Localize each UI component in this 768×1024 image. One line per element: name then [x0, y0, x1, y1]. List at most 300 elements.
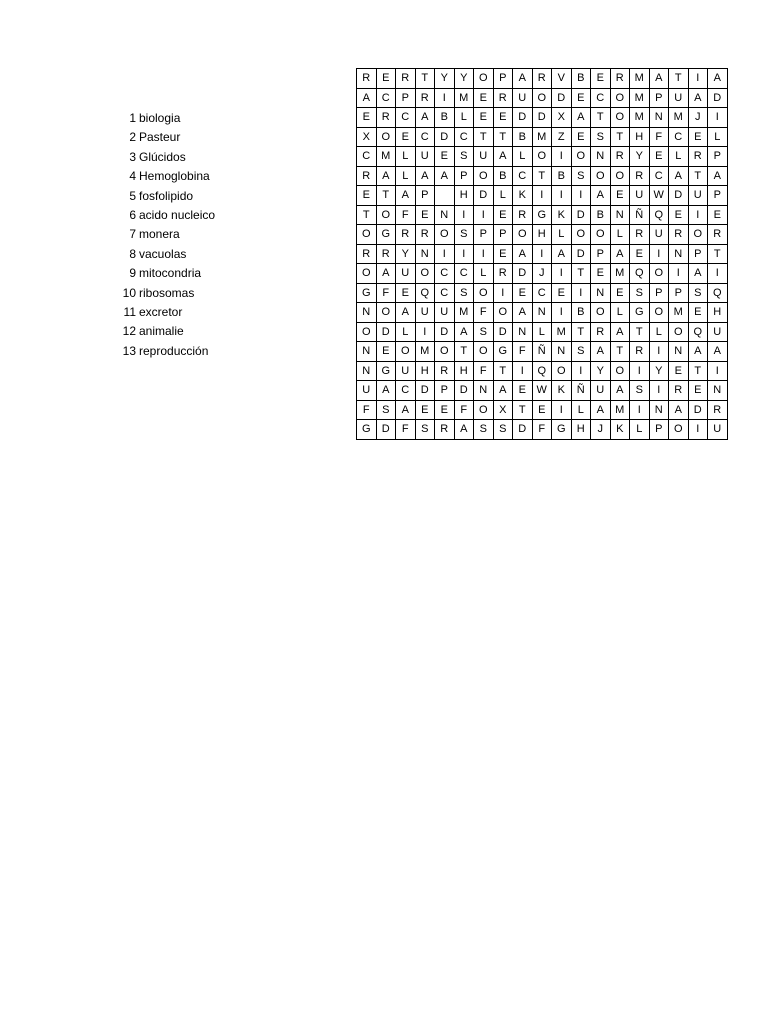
grid-row	[357, 225, 728, 245]
grid-cell: R	[630, 166, 650, 186]
grid-cell: U	[688, 186, 708, 206]
grid-cell: J	[688, 108, 708, 128]
word-text: monera	[139, 227, 180, 242]
grid-cell: C	[396, 381, 416, 401]
grid-cell: E	[630, 244, 650, 264]
grid-cell: P	[649, 283, 669, 303]
grid-cell: W	[649, 186, 669, 206]
grid-cell: L	[513, 147, 533, 167]
grid-cell: A	[610, 381, 630, 401]
grid-cell: N	[357, 303, 377, 323]
grid-cell: I	[708, 264, 728, 284]
grid-cell: U	[591, 381, 611, 401]
grid-cell: H	[532, 225, 552, 245]
grid-cell: D	[474, 186, 494, 206]
grid-cell: I	[649, 244, 669, 264]
grid-cell: N	[474, 381, 494, 401]
grid-cell: C	[669, 127, 689, 147]
grid-cell: A	[415, 108, 435, 128]
grid-cell: E	[688, 381, 708, 401]
grid-cell: L	[610, 303, 630, 323]
grid-cell: C	[649, 166, 669, 186]
grid-cell: T	[571, 264, 591, 284]
grid-cell: T	[708, 244, 728, 264]
grid-cell: O	[474, 166, 494, 186]
grid-cell: H	[708, 303, 728, 323]
grid-cell: T	[357, 205, 377, 225]
grid-cell: T	[688, 361, 708, 381]
grid-cell: R	[376, 244, 396, 264]
grid-cell: I	[493, 283, 513, 303]
grid-cell: P	[688, 244, 708, 264]
grid-cell: N	[669, 342, 689, 362]
word-list-item	[110, 342, 260, 361]
grid-cell: E	[610, 283, 630, 303]
grid-cell: D	[669, 186, 689, 206]
grid-cell: T	[630, 322, 650, 342]
grid-cell: E	[669, 205, 689, 225]
grid-cell: I	[688, 69, 708, 89]
word-number: 12	[122, 324, 136, 339]
grid-cell: P	[493, 69, 513, 89]
grid-cell: L	[630, 420, 650, 440]
grid-cell: O	[357, 322, 377, 342]
grid-cell: E	[396, 283, 416, 303]
grid-cell: R	[396, 69, 416, 89]
grid-cell: A	[591, 400, 611, 420]
grid-row	[357, 244, 728, 264]
grid-cell: P	[415, 186, 435, 206]
grid-cell: Y	[454, 69, 474, 89]
grid-cell: E	[357, 186, 377, 206]
grid-cell: A	[513, 244, 533, 264]
grid-cell: G	[532, 205, 552, 225]
grid-row	[357, 361, 728, 381]
grid-cell: I	[415, 322, 435, 342]
grid-cell: C	[415, 127, 435, 147]
word-list-item	[110, 187, 260, 206]
grid-cell: R	[610, 147, 630, 167]
grid-cell: E	[435, 147, 455, 167]
grid-cell: S	[454, 283, 474, 303]
grid-cell: M	[669, 108, 689, 128]
grid-cell: S	[630, 381, 650, 401]
grid-cell: P	[669, 283, 689, 303]
grid-row	[357, 264, 728, 284]
grid-cell: A	[688, 264, 708, 284]
grid-cell: L	[552, 225, 572, 245]
grid-cell: O	[649, 264, 669, 284]
grid-cell: A	[435, 166, 455, 186]
grid-cell: A	[571, 108, 591, 128]
grid-row	[357, 147, 728, 167]
grid-cell: E	[688, 127, 708, 147]
grid-cell: E	[376, 342, 396, 362]
grid-cell: T	[474, 127, 494, 147]
grid-row	[357, 400, 728, 420]
grid-cell: K	[610, 420, 630, 440]
grid-cell: G	[376, 361, 396, 381]
grid-cell: D	[513, 108, 533, 128]
grid-cell: O	[610, 166, 630, 186]
word-list-item	[110, 206, 260, 225]
grid-cell: Ñ	[630, 205, 650, 225]
grid-row	[357, 127, 728, 147]
grid-cell: C	[513, 166, 533, 186]
grid-cell: G	[357, 420, 377, 440]
grid-cell: A	[669, 166, 689, 186]
grid-cell: B	[571, 303, 591, 323]
grid-cell: U	[415, 303, 435, 323]
grid-cell: O	[376, 303, 396, 323]
grid-cell: Q	[532, 361, 552, 381]
grid-cell: D	[532, 108, 552, 128]
grid-cell: O	[649, 303, 669, 323]
grid-cell: A	[357, 88, 377, 108]
grid-cell: O	[591, 225, 611, 245]
grid-cell: U	[435, 303, 455, 323]
grid-cell: E	[396, 127, 416, 147]
grid-cell: N	[610, 205, 630, 225]
word-text: Glúcidos	[139, 149, 186, 164]
grid-cell: I	[552, 303, 572, 323]
grid-cell: Q	[649, 205, 669, 225]
grid-cell: I	[454, 244, 474, 264]
grid-cell: B	[435, 108, 455, 128]
grid-cell: H	[630, 127, 650, 147]
grid-cell: S	[571, 342, 591, 362]
grid-cell: L	[669, 147, 689, 167]
grid-cell: H	[454, 186, 474, 206]
grid-cell: I	[532, 186, 552, 206]
grid-cell: O	[610, 361, 630, 381]
grid-cell: M	[454, 88, 474, 108]
grid-cell: U	[630, 186, 650, 206]
word-list-item	[110, 303, 260, 322]
grid-cell: O	[376, 127, 396, 147]
word-text: Pasteur	[139, 130, 181, 145]
grid-cell: I	[708, 361, 728, 381]
grid-cell: A	[688, 88, 708, 108]
grid-cell: E	[376, 69, 396, 89]
grid-cell: R	[591, 322, 611, 342]
grid-row	[357, 381, 728, 401]
grid-cell: R	[630, 342, 650, 362]
grid-cell: R	[493, 88, 513, 108]
grid-cell: Q	[708, 283, 728, 303]
grid-cell: X	[552, 108, 572, 128]
grid-cell: F	[532, 420, 552, 440]
grid-cell: S	[688, 283, 708, 303]
grid-cell: R	[532, 69, 552, 89]
grid-cell: I	[552, 400, 572, 420]
grid-cell: D	[493, 322, 513, 342]
grid-cell: M	[376, 147, 396, 167]
grid-cell: R	[435, 420, 455, 440]
word-number: 3	[129, 149, 136, 164]
word-text: animalie	[139, 324, 184, 339]
grid-cell: G	[630, 303, 650, 323]
grid-cell: I	[454, 205, 474, 225]
grid-cell: D	[376, 420, 396, 440]
grid-cell: U	[708, 420, 728, 440]
grid-cell: M	[610, 400, 630, 420]
grid-cell: S	[454, 147, 474, 167]
grid-cell: A	[493, 381, 513, 401]
grid-row	[357, 166, 728, 186]
grid-cell: H	[571, 420, 591, 440]
grid-cell: S	[571, 166, 591, 186]
grid-cell: R	[610, 69, 630, 89]
grid-cell: O	[357, 264, 377, 284]
grid-cell: O	[474, 342, 494, 362]
grid-cell: I	[513, 361, 533, 381]
grid-cell: B	[513, 127, 533, 147]
grid-cell: H	[454, 361, 474, 381]
grid-cell: N	[649, 400, 669, 420]
grid-cell: P	[454, 166, 474, 186]
grid-cell: N	[435, 205, 455, 225]
grid-cell: R	[669, 381, 689, 401]
word-number: 8	[129, 246, 136, 261]
grid-cell: T	[376, 186, 396, 206]
grid-cell: D	[435, 322, 455, 342]
word-text: ribosomas	[139, 285, 195, 300]
word-list-item	[110, 264, 260, 283]
grid-cell: M	[669, 303, 689, 323]
grid-cell: N	[357, 361, 377, 381]
grid-cell: S	[493, 420, 513, 440]
grid-cell: N	[591, 147, 611, 167]
grid-cell: I	[630, 400, 650, 420]
grid-cell: Q	[688, 322, 708, 342]
grid-cell: R	[357, 166, 377, 186]
grid-cell: A	[610, 322, 630, 342]
grid-row	[357, 205, 728, 225]
grid-cell: U	[513, 88, 533, 108]
grid-cell: Y	[396, 244, 416, 264]
grid-cell: P	[435, 381, 455, 401]
grid-cell: L	[396, 147, 416, 167]
grid-cell: T	[669, 69, 689, 89]
word-list	[110, 109, 260, 361]
grid-cell: C	[376, 88, 396, 108]
grid-cell: C	[396, 108, 416, 128]
grid-cell: E	[708, 205, 728, 225]
word-number: 4	[129, 169, 136, 184]
grid-cell: E	[669, 361, 689, 381]
grid-cell: A	[591, 186, 611, 206]
grid-cell: R	[669, 225, 689, 245]
grid-cell: J	[591, 420, 611, 440]
grid-cell: T	[591, 108, 611, 128]
word-text: mitocondria	[139, 266, 202, 281]
grid-cell: Ñ	[571, 381, 591, 401]
word-number: 2	[129, 130, 136, 145]
grid-cell: E	[415, 400, 435, 420]
grid-cell: T	[532, 166, 552, 186]
grid-cell: X	[493, 400, 513, 420]
grid-cell: M	[552, 322, 572, 342]
grid-cell: A	[610, 244, 630, 264]
word-text: excretor	[139, 304, 183, 319]
grid-cell: R	[688, 147, 708, 167]
grid-cell: A	[513, 69, 533, 89]
grid-cell: S	[474, 322, 494, 342]
grid-cell: R	[630, 225, 650, 245]
grid-cell: I	[649, 381, 669, 401]
word-list-item	[110, 284, 260, 303]
grid-cell: M	[630, 88, 650, 108]
grid-cell: O	[571, 225, 591, 245]
grid-cell: A	[649, 69, 669, 89]
grid-cell: W	[532, 381, 552, 401]
grid-cell: T	[610, 342, 630, 362]
grid-cell: N	[669, 244, 689, 264]
grid-cell: I	[688, 205, 708, 225]
grid-cell: C	[357, 147, 377, 167]
grid-cell: I	[435, 244, 455, 264]
grid-cell: D	[513, 264, 533, 284]
grid-cell: X	[357, 127, 377, 147]
word-number: 13	[122, 343, 136, 358]
grid-cell: O	[396, 342, 416, 362]
grid-cell: S	[474, 420, 494, 440]
grid-cell: P	[474, 225, 494, 245]
grid-cell: T	[571, 322, 591, 342]
grid-cell: A	[376, 166, 396, 186]
grid-cell: O	[474, 400, 494, 420]
grid-cell: O	[493, 303, 513, 323]
grid-cell: J	[532, 264, 552, 284]
grid-cell: E	[591, 69, 611, 89]
word-text: Hemoglobina	[139, 169, 210, 184]
grid-cell: T	[513, 400, 533, 420]
word-number: 9	[129, 266, 136, 281]
grid-cell: A	[552, 244, 572, 264]
grid-cell: M	[630, 69, 650, 89]
grid-cell: D	[454, 381, 474, 401]
grid-cell: E	[474, 88, 494, 108]
word-number: 6	[129, 207, 136, 222]
grid-cell: G	[493, 342, 513, 362]
grid-cell: O	[532, 88, 552, 108]
grid-cell: Z	[552, 127, 572, 147]
grid-cell: N	[708, 381, 728, 401]
grid-cell: L	[532, 322, 552, 342]
grid-cell: N	[357, 342, 377, 362]
grid-cell: D	[513, 420, 533, 440]
grid-cell: M	[454, 303, 474, 323]
grid-cell: E	[571, 88, 591, 108]
word-text: vacuolas	[139, 246, 187, 261]
word-list-item	[110, 109, 260, 128]
grid-cell: M	[610, 264, 630, 284]
grid-cell: F	[474, 303, 494, 323]
grid-cell: S	[454, 225, 474, 245]
grid-cell: A	[396, 400, 416, 420]
grid-cell: M	[532, 127, 552, 147]
grid-cell: I	[571, 283, 591, 303]
grid-cell: M	[630, 108, 650, 128]
grid-cell: E	[552, 283, 572, 303]
grid-cell: C	[591, 88, 611, 108]
grid-cell: T	[454, 342, 474, 362]
grid-cell: R	[708, 400, 728, 420]
grid-cell: P	[649, 420, 669, 440]
grid-cell: T	[688, 166, 708, 186]
grid-cell: I	[474, 244, 494, 264]
grid-cell: P	[649, 88, 669, 108]
grid-cell: E	[688, 303, 708, 323]
grid-row	[357, 420, 728, 440]
grid-cell: P	[708, 186, 728, 206]
grid-cell: N	[513, 322, 533, 342]
grid-cell: L	[649, 322, 669, 342]
grid-cell: O	[357, 225, 377, 245]
grid-row	[357, 108, 728, 128]
grid-cell: E	[357, 108, 377, 128]
grid-cell: R	[708, 225, 728, 245]
grid-cell: Y	[591, 361, 611, 381]
grid-cell: O	[532, 147, 552, 167]
grid-cell: A	[708, 69, 728, 89]
word-text: reproducción	[139, 343, 209, 358]
grid-cell: D	[435, 127, 455, 147]
grid-cell: E	[532, 400, 552, 420]
grid-cell: L	[493, 186, 513, 206]
grid-cell: L	[571, 400, 591, 420]
grid-cell: A	[454, 322, 474, 342]
grid-cell: Ñ	[532, 342, 552, 362]
grid-cell: E	[493, 205, 513, 225]
grid-cell: A	[376, 381, 396, 401]
word-search-grid	[356, 68, 728, 440]
grid-cell: O	[591, 166, 611, 186]
word-text: acido nucleico	[139, 207, 216, 222]
grid-cell: N	[552, 342, 572, 362]
grid-cell: I	[532, 244, 552, 264]
grid-cell: L	[708, 127, 728, 147]
grid-cell: T	[415, 69, 435, 89]
word-list-item	[110, 167, 260, 186]
grid-row	[357, 88, 728, 108]
grid-cell: E	[415, 205, 435, 225]
grid-cell: F	[357, 400, 377, 420]
grid-cell: S	[630, 283, 650, 303]
grid-cell: R	[357, 69, 377, 89]
grid-cell: S	[591, 127, 611, 147]
word-list-item	[110, 245, 260, 264]
grid-cell: I	[552, 264, 572, 284]
word-text: fosfolipido	[139, 188, 194, 203]
grid-cell: P	[591, 244, 611, 264]
grid-cell: N	[415, 244, 435, 264]
grid-cell: F	[454, 400, 474, 420]
grid-cell: A	[396, 303, 416, 323]
grid-cell: G	[376, 225, 396, 245]
grid-cell: I	[669, 264, 689, 284]
grid-row	[357, 69, 728, 89]
word-list-item	[110, 322, 260, 341]
grid-cell: E	[610, 186, 630, 206]
grid-cell: T	[493, 361, 513, 381]
grid-cell: U	[708, 322, 728, 342]
grid-cell: D	[688, 400, 708, 420]
grid-cell: R	[376, 108, 396, 128]
grid-cell: A	[396, 186, 416, 206]
grid-cell: O	[435, 225, 455, 245]
